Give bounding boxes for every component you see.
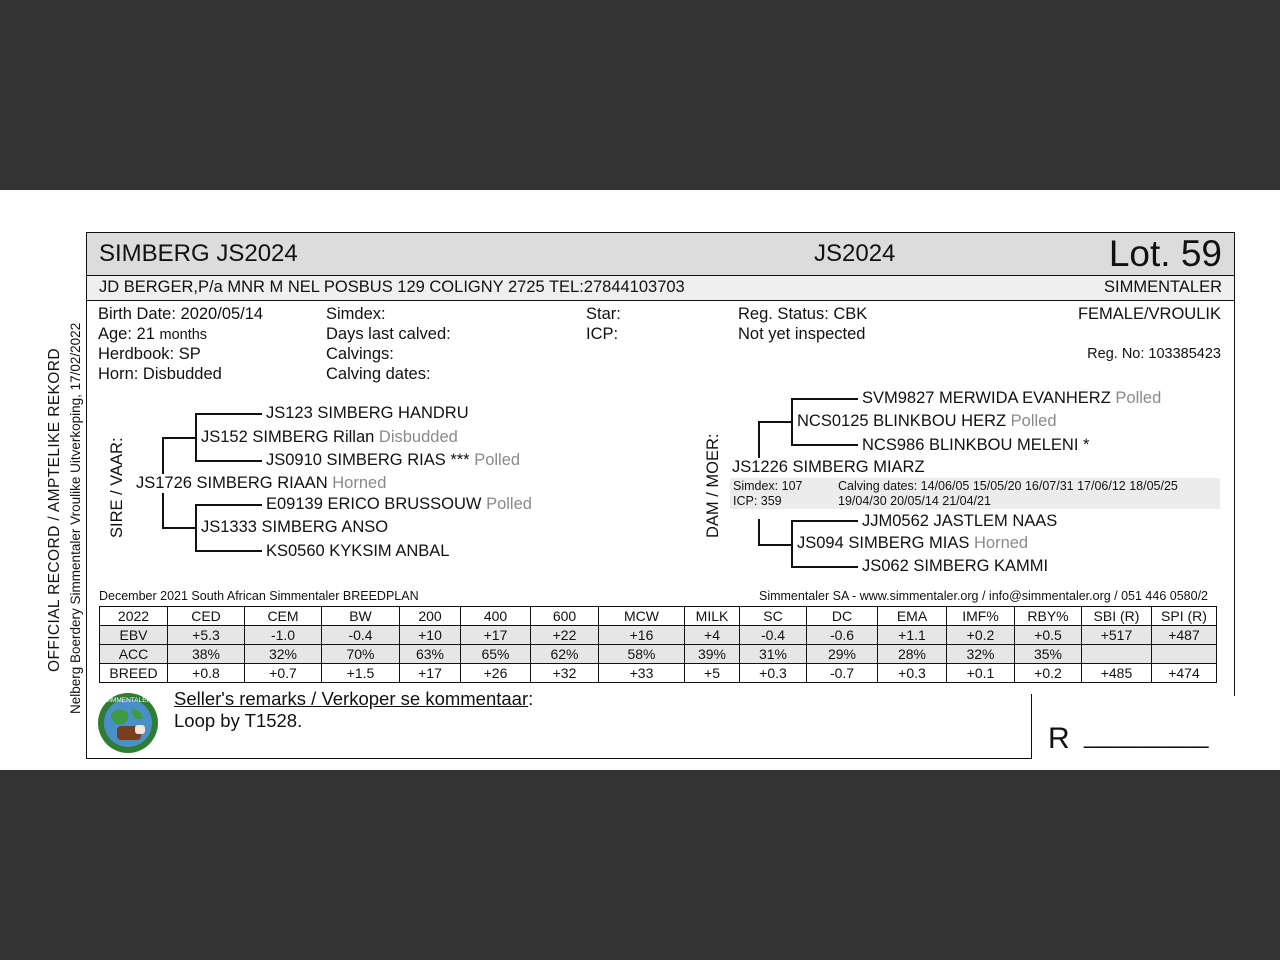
ds-horn: Polled	[1010, 412, 1057, 430]
ebv-cell: +0.2	[1015, 664, 1082, 683]
reg-number: Reg. No: 103385423	[1087, 346, 1221, 362]
sdd-name: KS0560 KYKSIM ANBAL	[266, 542, 450, 560]
ebv-header-row	[100, 607, 1217, 626]
sire-bracket-top	[162, 437, 197, 439]
official-record-label: OFFICIAL RECORD / AMPTELIKE REKORD	[46, 348, 63, 672]
logo-text: SIMMENTALER	[104, 697, 152, 704]
ebv-cell: +4	[685, 626, 740, 645]
ebv-cell: +10	[400, 626, 461, 645]
age-value: Age: 21	[98, 325, 155, 343]
sale-event-label: Nelberg Boerdery Simmentaler Vroulike Uitverkoping, 17/02/2022	[68, 322, 83, 714]
ebv-row	[100, 664, 1217, 683]
age-unit: months	[159, 327, 208, 343]
ebv-cell: +0.7	[245, 664, 322, 683]
ebv-cell: EMA	[878, 607, 947, 626]
sds-horn: Polled	[486, 495, 532, 513]
ebv-cell: 600	[531, 607, 599, 626]
calvings: Calvings:	[326, 345, 394, 363]
ebv-cell: SPI (R)	[1152, 607, 1217, 626]
ebv-cell: 28%	[878, 645, 947, 664]
ebv-cell: -0.7	[807, 664, 878, 683]
ebv-cell: +474	[1152, 664, 1217, 683]
price-box	[1031, 694, 1234, 758]
ebv-cell: SBI (R)	[1082, 607, 1152, 626]
ebv-cell: MILK	[685, 607, 740, 626]
dss-name: SVM9827 MERWIDA EVANHERZ	[862, 389, 1111, 407]
remarks-title-text: Seller's remarks / Verkoper se kommentaar	[174, 688, 529, 709]
breed-name: SIMMENTALER	[1104, 278, 1222, 296]
price-currency: R	[1048, 722, 1070, 755]
sds-name: E09139 ERICO BRUSSOUW	[266, 495, 482, 513]
ssd-horn: Polled	[474, 451, 521, 469]
ebv-cell: 400	[461, 607, 531, 626]
ebv-cell: 32%	[245, 645, 322, 664]
ebv-cell: 65%	[461, 645, 531, 664]
ebv-cell: 29%	[807, 645, 878, 664]
simmentaler-logo	[97, 692, 159, 754]
ebv-cell: +17	[400, 664, 461, 683]
sire-dam-dam	[266, 542, 449, 561]
dam-top-bracket-h	[758, 421, 793, 423]
dam-sire-bracket	[791, 398, 793, 445]
dam-sire-bracket-top	[791, 398, 858, 400]
ebv-cell: 35%	[1015, 645, 1082, 664]
dam-simdex: Simdex: 107	[733, 479, 803, 493]
dam-dam-dam	[862, 557, 1048, 576]
sd-name: JS1333 SIMBERG ANSO	[201, 518, 389, 536]
ds-name: NCS0125 BLINKBOU HERZ	[797, 412, 1007, 430]
dam-name: JS1226 SIMBERG MIARZ	[732, 458, 925, 476]
dam-calving-dates-1: Calving dates: 14/06/05 15/05/20 16/07/31 17/06/12 18/05/25	[838, 479, 1178, 493]
inspection-status: Not yet inspected	[738, 325, 866, 343]
ebv-cell: +33	[599, 664, 685, 683]
ebv-cell: +487	[1152, 626, 1217, 645]
ebv-cell: 70%	[322, 645, 400, 664]
dam-dam-bracket	[791, 520, 793, 567]
dam-top-bracket	[758, 421, 760, 458]
ebv-cell: 31%	[740, 645, 807, 664]
ebv-cell: +0.2	[947, 626, 1015, 645]
ebv-cell: 62%	[531, 645, 599, 664]
sire-sire-bracket	[195, 413, 197, 461]
sire-dam-bracket	[195, 504, 197, 551]
sire-dam-sire	[266, 495, 532, 514]
ebv-cell	[1082, 645, 1152, 664]
dam-dam-sire	[862, 512, 1057, 531]
ebv-cell: DC	[807, 607, 878, 626]
ebv-cell: 39%	[685, 645, 740, 664]
ebv-cell: +5	[685, 664, 740, 683]
sire-dam	[201, 518, 388, 537]
birth-date: Birth Date: 2020/05/14	[98, 305, 264, 323]
ss-name: JS152 SIMBERG Rillan	[201, 428, 375, 446]
ddd-name: JS062 SIMBERG KAMMI	[862, 557, 1049, 575]
dd-horn: Horned	[973, 534, 1029, 552]
ebv-cell: +0.5	[1015, 626, 1082, 645]
ebv-cell: +517	[1082, 626, 1152, 645]
ebv-cell: +0.3	[740, 664, 807, 683]
star-label: Star:	[586, 305, 621, 323]
ebv-cell: +1.5	[322, 664, 400, 683]
ebv-cell: +0.1	[947, 664, 1015, 683]
ebv-cell: RBY%	[1015, 607, 1082, 626]
ebv-cell: -0.4	[322, 626, 400, 645]
animal-name: SIMBERG JS2024	[99, 240, 298, 267]
sire-sire-bracket-top	[195, 413, 262, 415]
ebv-cell: +26	[461, 664, 531, 683]
animal-ident: JS2024	[814, 240, 896, 267]
sire-sire-bracket-bottom	[195, 460, 262, 462]
sire-dam-bracket-bottom	[195, 550, 262, 552]
ebv-cell: MCW	[599, 607, 685, 626]
ebv-cell: +17	[461, 626, 531, 645]
reg-status: Reg. Status: CBK	[738, 305, 868, 323]
ebv-cell: 32%	[947, 645, 1015, 664]
ebv-cell: 38%	[168, 645, 245, 664]
price-blank[interactable]: __________	[1084, 722, 1208, 749]
dds-name: JJM0562 JASTLEM NAAS	[862, 512, 1058, 530]
ebv-cell: -1.0	[245, 626, 322, 645]
ebv-cell: -0.6	[807, 626, 878, 645]
dam-icp: ICP: 359	[733, 494, 782, 508]
sire-bracket-bottom	[162, 527, 197, 529]
ebv-cell: IMF%	[947, 607, 1015, 626]
society-contact: Simmentaler SA - www.simmentaler.org / info@simmentaler.org / 051 446 0580/2	[758, 589, 1208, 603]
remarks-title	[174, 688, 533, 710]
ebv-cell: 58%	[599, 645, 685, 664]
ebv-cell: EBV	[100, 626, 168, 645]
dam-sire-bracket-bottom	[791, 444, 858, 446]
age	[98, 325, 207, 344]
ebv-cell: CED	[168, 607, 245, 626]
ssd-name: JS0910 SIMBERG RIAS ***	[266, 451, 470, 469]
ebv-cell: 63%	[400, 645, 461, 664]
herdbook: Herdbook: SP	[98, 345, 201, 363]
dam-calving-dates-2: 19/04/30 20/05/14 21/04/21	[838, 494, 991, 508]
ebv-cell: CEM	[245, 607, 322, 626]
dam-dam-bracket-bottom	[791, 566, 858, 568]
ebv-cell: SC	[740, 607, 807, 626]
owner-line: JD BERGER,P/a MNR M NEL POSBUS 129 COLIGNY 2725 TEL:27844103703	[99, 278, 685, 296]
days-last-calved: Days last calved:	[326, 325, 451, 343]
remarks-colon: :	[528, 688, 534, 709]
dss-horn: Polled	[1115, 389, 1162, 407]
ebv-cell: 2022	[100, 607, 168, 626]
dd-name: JS094 SIMBERG MIAS	[797, 534, 970, 552]
ebv-table	[99, 606, 1217, 683]
horn-status: Horn: Disbudded	[98, 365, 222, 383]
dam-sire-sire	[862, 389, 1161, 408]
ebv-cell: +22	[531, 626, 599, 645]
dam-bottom-bracket	[758, 519, 760, 545]
simdex-label: Simdex:	[326, 305, 386, 323]
ebv-row	[100, 645, 1217, 664]
ebv-cell: ACC	[100, 645, 168, 664]
ebv-cell: 200	[400, 607, 461, 626]
breedplan-caption: December 2021 South African Simmentaler BREEDPLAN	[99, 589, 419, 603]
sire-horn: Horned	[332, 474, 387, 492]
dam-sire-dam	[862, 436, 1089, 455]
dam-bottom-bracket-h	[758, 544, 793, 546]
ebv-cell: +5.3	[168, 626, 245, 645]
ebv-cell: +0.8	[168, 664, 245, 683]
ebv-cell: +16	[599, 626, 685, 645]
sire-dam-bracket-top	[195, 504, 262, 506]
logo-cow-head	[135, 725, 145, 734]
sire-sire	[201, 428, 458, 447]
ss-horn: Disbudded	[378, 428, 458, 446]
sex: FEMALE/VROULIK	[1077, 305, 1221, 323]
ebv-cell	[1152, 645, 1217, 664]
dam-dam-bracket-top	[791, 520, 858, 522]
dsd-name: NCS986 BLINKBOU MELENI *	[862, 436, 1090, 454]
ebv-cell: BW	[322, 607, 400, 626]
dam-dam	[797, 534, 1028, 553]
sire-sire-dam	[266, 451, 520, 470]
calving-dates: Calving dates:	[326, 365, 431, 383]
sire-sire-sire	[266, 404, 469, 423]
ebv-cell: -0.4	[740, 626, 807, 645]
ebv-cell: +32	[531, 664, 599, 683]
ebv-cell: BREED	[100, 664, 168, 683]
dam	[732, 458, 925, 477]
ebv-cell: +0.3	[878, 664, 947, 683]
ebv-row	[100, 626, 1217, 645]
card-header	[87, 233, 1234, 276]
sire	[136, 474, 386, 493]
dam-label: DAM / MOER:	[704, 433, 722, 538]
ebv-cell: +485	[1082, 664, 1152, 683]
dam-sire	[797, 412, 1057, 431]
owner-bar	[87, 276, 1234, 301]
remarks-text: Loop by T1528.	[174, 710, 303, 731]
sire-name: JS1726 SIMBERG RIAAN	[136, 474, 328, 492]
ebv-cell: +1.1	[878, 626, 947, 645]
icp-label: ICP:	[586, 325, 619, 343]
sire-label: SIRE / VAAR:	[108, 437, 126, 538]
lot-number: Lot. 59	[1108, 233, 1222, 274]
sss-name: JS123 SIMBERG HANDRU	[266, 404, 469, 422]
